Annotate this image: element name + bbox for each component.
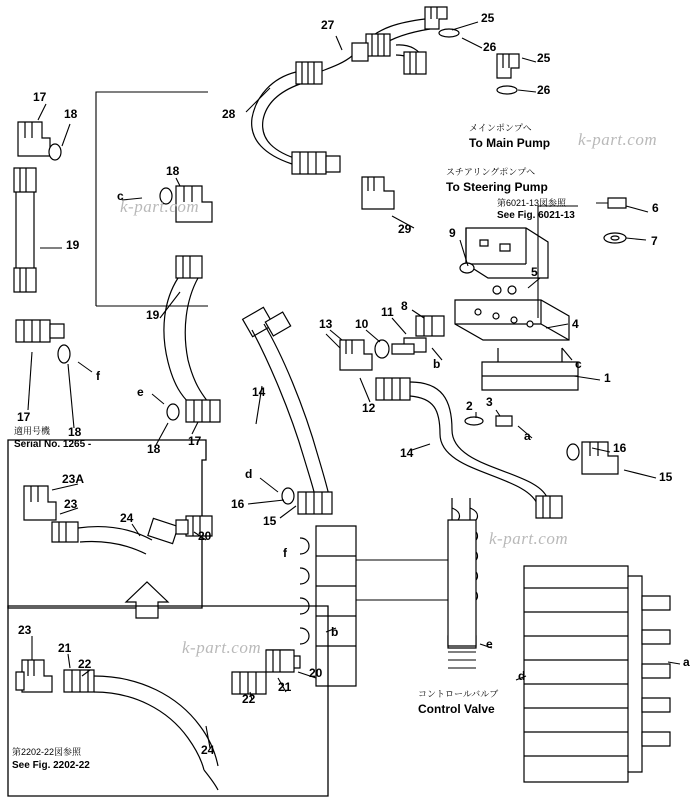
callout-20-a: 20 [198, 529, 212, 543]
callout-18-c: 18 [166, 164, 180, 178]
annotation-serial-no: Serial No. 1265 - [14, 439, 92, 450]
callout-27: 27 [321, 18, 335, 32]
callout-e-a: e [137, 385, 144, 399]
callout-14-b: 14 [400, 446, 414, 460]
annotation-serial-no-jp: 適用号機 [14, 426, 51, 436]
annotation-to-main-pump-jp: メインポンプへ [469, 123, 532, 133]
callout-9: 9 [449, 226, 456, 240]
inset-box-upper [8, 440, 212, 618]
callout-f-a: f [96, 369, 100, 383]
callout-c-a: c [117, 189, 124, 203]
callout-b-b: b [433, 357, 441, 371]
callout-18-b: 18 [68, 425, 82, 439]
annotation-see-fig-6021: See Fig. 6021-13 [497, 210, 575, 221]
annotation-control-valve-jp: コントロールバルブ [418, 689, 499, 699]
annotation-to-steering-pump: To Steering Pump [446, 180, 548, 194]
callout-3: 3 [486, 395, 493, 409]
callout-21-a: 21 [58, 641, 72, 655]
callout-17-b: 17 [17, 410, 31, 424]
watermark-2: k-part.com [120, 197, 200, 216]
callout-12: 12 [362, 401, 376, 415]
callout-4: 4 [572, 317, 579, 331]
callout-17-a: 17 [33, 90, 47, 104]
callout-21-b: 21 [278, 680, 292, 694]
callout-13: 13 [319, 317, 333, 331]
callout-26-b: 26 [537, 83, 551, 97]
callout-20-b: 20 [309, 666, 323, 680]
annotation-control-valve: Control Valve [418, 702, 495, 716]
callout-28: 28 [222, 107, 236, 121]
callout-d-a: d [245, 467, 253, 481]
control-valve-group [300, 498, 670, 782]
callout-23A: 23A [62, 472, 85, 486]
callout-17-c: 17 [188, 434, 202, 448]
callout-2: 2 [466, 399, 473, 413]
callout-a-b: a [683, 655, 690, 669]
callout-18-d: 18 [147, 442, 161, 456]
callout-16-b: 16 [613, 441, 627, 455]
callout-10: 10 [355, 317, 369, 331]
annotation-see-fig-6021-jp: 第6021-13図参照 [497, 198, 567, 208]
callout-15-a: 15 [263, 514, 277, 528]
callout-8: 8 [401, 299, 408, 313]
callout-24-b: 24 [201, 743, 215, 757]
callout-26-a: 26 [483, 40, 497, 54]
callout-24-a: 24 [120, 511, 134, 525]
annotation-to-steering-pump-jp: スチアリングポンプへ [446, 167, 536, 177]
callout-16-a: 16 [231, 497, 245, 511]
annotation-see-fig-2202: See Fig. 2202-22 [12, 760, 90, 771]
callout-a-a: a [524, 429, 531, 443]
callout-29: 29 [398, 222, 412, 236]
callout-23-a: 23 [64, 497, 78, 511]
left-hose-group [14, 122, 332, 514]
watermark-3: k-part.com [489, 529, 569, 548]
callout-f-b: f [283, 546, 287, 560]
annotation-to-main-pump: To Main Pump [469, 136, 551, 150]
callout-6: 6 [652, 201, 659, 215]
watermark-4: k-part.com [182, 638, 262, 657]
callout-23-b: 23 [18, 623, 32, 637]
callout-25-b: 25 [537, 51, 551, 65]
callout-d-b: d [518, 669, 526, 683]
callout-b-a: b [331, 625, 339, 639]
callout-19-a: 19 [66, 238, 80, 252]
callout-18-a: 18 [64, 107, 78, 121]
watermark-1: k-part.com [578, 130, 658, 149]
callout-14-a: 14 [252, 385, 266, 399]
callout-c-b: c [575, 357, 582, 371]
callout-25-a: 25 [481, 11, 495, 25]
top-hose-group [252, 7, 519, 209]
callout-11: 11 [381, 305, 394, 319]
callout-22-b: 22 [242, 692, 256, 706]
callout-7: 7 [651, 234, 658, 248]
callout-5: 5 [531, 265, 538, 279]
callout-15-b: 15 [659, 470, 673, 484]
callout-22-a: 22 [78, 657, 92, 671]
callout-1: 1 [604, 371, 611, 385]
callout-19-b: 19 [146, 308, 160, 322]
annotation-see-fig-2202-jp: 第2202-22図参照 [12, 747, 82, 757]
callout-e-b: e [486, 637, 493, 651]
